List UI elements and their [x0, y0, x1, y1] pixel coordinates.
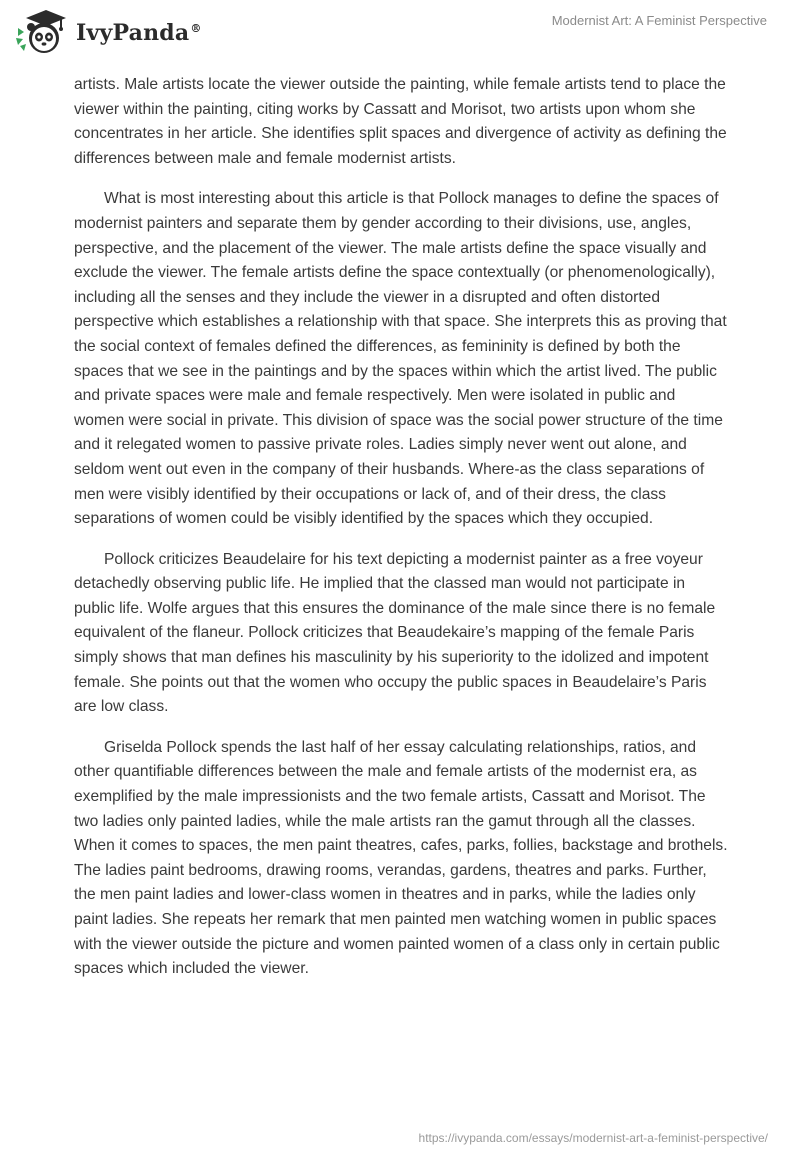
paragraph: What is most interesting about this article is that Pollock manages to define the spaces of modernist painters and separate them by gender according to their divisions, use, angles, perspective, and the placement of the viewer. The male artists define the space visually and exclude the viewer. The female artists define the space contextually (or phenomenologically), including all the senses and they include the viewer in a disrupted and often distorted perspective which establishes a relationship with that space. She interprets this as proving that the social context of females defined the differences, as femininity is defined by both the spaces that we see in the paintings and by the spaces within which the artist lived. The public and private spaces were male and female respectively. Men were isolated in public and women were social in private. This division of space was the social power structure of the time and it relegated women to passive private roles. Ladies simply never went out alone, and seldom went out even in the company of their husbands. Where-as the class separations of men were visibly identified by their occupations or lack of, and of their dress, the class separations of women could be visibly identified by the spaces which they occupied. — [74, 190, 727, 528]
page-header — [0, 0, 800, 64]
source-url[interactable]: https://ivypanda.com/essays/modernist-art-a-feminist-perspective/ — [418, 1131, 768, 1145]
brand-name: IvyPanda® — [76, 20, 202, 46]
article-body — [74, 73, 728, 998]
brand-logo[interactable] — [14, 8, 202, 58]
registered-mark: ® — [190, 21, 202, 35]
paragraph: artists. Male artists locate the viewer outside the painting, while female artists tend to place the viewer within the painting, citing works by Cassatt and Morisot, two artists upon whom she concentrates in her article. She identifies split spaces and divergence of activity as defining the differences between male and female modernist artists. — [74, 76, 727, 167]
paragraph: Griselda Pollock spends the last half of her essay calculating relationships, ratios, and other quantifiable differences between the male and female artists of the modernist era, as exemplified by the male impressionists and the two female artists, Cassatt and Morisot. The two ladies only painted ladies, while the male artists ran the gamut through all the classes. When it comes to spaces, the men paint theatres, cafes, parks, follies, backstage and brothels. The ladies paint bedrooms, drawing rooms, verandas, gardens, theatres and parks. Further, the men paint ladies and lower-class women in theatres and in parks, while the ladies only paint ladies. She repeats her remark that men painted men watching women in public spaces with the viewer outside the picture and women painted women of a class only in certain public spaces which included the viewer. — [74, 738, 728, 978]
panda-graduate-icon — [14, 8, 68, 58]
document-title: Modernist Art: A Feminist Perspective — [551, 13, 767, 28]
paragraph: Pollock criticizes Beaudelaire for his text depicting a modernist painter as a free voyeur detachedly observing public life. He implied that the classed man would not participate in public life. Wolfe argues that this ensures the dominance of the male since there is no female equivalent of the flaneur. Pollock criticizes that Beaudekaire’s mapping of the female Paris simply shows that man defines his masculinity by his superiority to the idolized and impotent female. She points out that the women who occupy the public spaces in Beaudelaire’s Paris are low class. — [74, 550, 716, 716]
